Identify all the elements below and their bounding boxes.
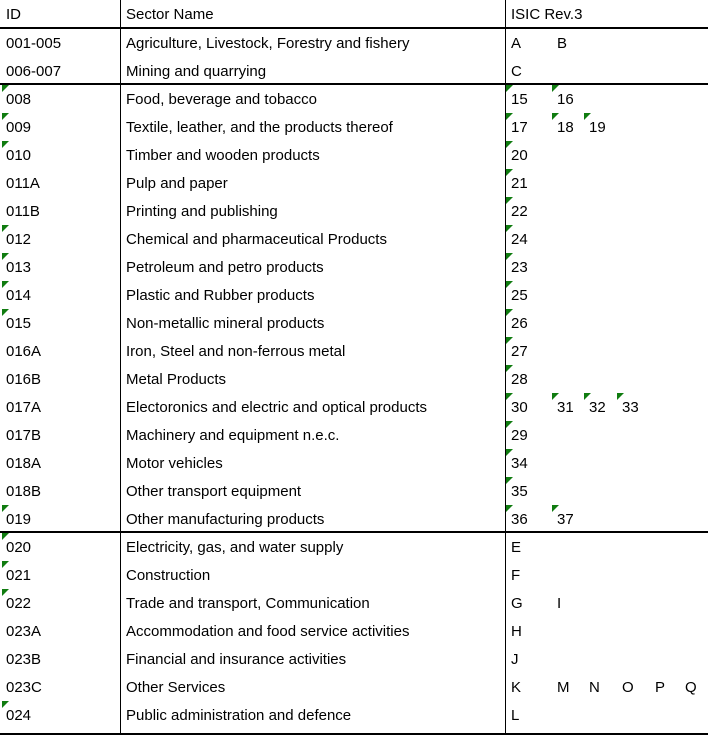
cell-isic-code-label: 27 [511, 342, 528, 360]
cell-isic-code [584, 393, 606, 421]
cell-isic-code [506, 141, 528, 169]
cell-sector-name-label: Electoronics and electric and optical products [126, 398, 427, 416]
cell-sector-name-label: Iron, Steel and non-ferrous metal [126, 342, 346, 360]
cell-sector-name [121, 477, 505, 505]
cell-id-label: 021 [6, 566, 32, 584]
cell-sector-name [121, 393, 505, 421]
table-row-024 [0, 701, 708, 729]
cell-sector-name-label: Non-metallic mineral products [126, 314, 325, 332]
cell-isic-code-label: 35 [511, 482, 528, 500]
cell-isic-code [617, 393, 639, 421]
cell-isic-group [506, 57, 708, 85]
cell-id [2, 141, 120, 169]
cell-sector-name [121, 85, 505, 113]
cell-isic-code-label: 20 [511, 146, 528, 164]
cell-id [2, 561, 120, 589]
cell-sector-name-label: Financial and insurance activities [126, 650, 347, 668]
cell-isic-code-label: 17 [511, 118, 528, 136]
cell-id-label: 017A [6, 398, 42, 416]
cell-isic-code [552, 393, 574, 421]
cell-isic-code [506, 673, 521, 701]
cell-isic-code [506, 29, 521, 57]
cell-id-label: 023B [6, 650, 42, 668]
cell-sector-name-label: Construction [126, 566, 211, 584]
cell-isic-code-label: 31 [557, 398, 574, 416]
cell-isic-group [506, 617, 708, 645]
table-row-012 [0, 225, 708, 253]
cell-id-label: 024 [6, 706, 32, 724]
cell-id [2, 449, 120, 477]
cell-sector-name-label: Chemical and pharmaceutical Products [126, 230, 387, 248]
cell-sector-name [121, 197, 505, 225]
cell-sector-name [121, 337, 505, 365]
cell-isic-code-label: 29 [511, 426, 528, 444]
table-row-014 [0, 281, 708, 309]
cell-sector-name [121, 673, 505, 701]
cell-id-label: 023C [6, 678, 42, 696]
cell-sector-name-label: Trade and transport, Communication [126, 594, 370, 612]
cell-sector-name-label: Plastic and Rubber products [126, 286, 315, 304]
cell-isic-code-label: 18 [557, 118, 574, 136]
table-row-019 [0, 505, 708, 533]
cell-isic-code-label: J [511, 650, 519, 668]
cell-isic-code-label: 32 [589, 398, 606, 416]
cell-sector-name [121, 449, 505, 477]
cell-isic-code-label: 30 [511, 398, 528, 416]
cell-sector-name-label: Printing and publishing [126, 202, 278, 220]
cell-sector-name [121, 253, 505, 281]
table-row-023b [0, 645, 708, 673]
cell-id-label: 022 [6, 594, 32, 612]
cell-isic-code-label: 15 [511, 90, 528, 108]
cell-isic-group [506, 253, 708, 281]
cell-sector-name-label: Petroleum and petro products [126, 258, 324, 276]
table-row-009 [0, 113, 708, 141]
cell-id [2, 225, 120, 253]
cell-isic-code [506, 113, 528, 141]
cell-id [2, 57, 120, 85]
table-row-020 [0, 533, 708, 561]
column-header-sector-name: Sector Name [126, 6, 214, 23]
cell-isic-group [506, 85, 708, 113]
cell-isic-code [506, 533, 521, 561]
table-row-016a [0, 337, 708, 365]
cell-isic-group [506, 365, 708, 393]
cell-id-label: 016A [6, 342, 42, 360]
cell-isic-group [506, 113, 708, 141]
cell-id-label: 018A [6, 454, 42, 472]
cell-isic-code [506, 169, 528, 197]
cell-id [2, 169, 120, 197]
cell-isic-code-label: E [511, 538, 522, 556]
cell-isic-code-label: C [511, 62, 522, 80]
cell-sector-name [121, 225, 505, 253]
cell-id-label: 012 [6, 230, 32, 248]
cell-id [2, 309, 120, 337]
cell-isic-code [552, 505, 574, 533]
cell-id-label: 011B [6, 202, 40, 220]
cell-sector-name-label: Other transport equipment [126, 482, 302, 500]
cell-sector-name [121, 561, 505, 589]
column-header-isic: ISIC Rev.3 [511, 6, 583, 23]
table-row-006-007 [0, 57, 708, 85]
cell-isic-code-label: 21 [511, 174, 528, 192]
cell-isic-group [506, 645, 708, 673]
cell-id [2, 281, 120, 309]
table-row-018a [0, 449, 708, 477]
cell-isic-code [552, 673, 570, 701]
cell-isic-code [506, 365, 528, 393]
cell-isic-code [506, 477, 528, 505]
table-row-017b [0, 421, 708, 449]
cell-sector-name [121, 365, 505, 393]
cell-isic-group [506, 477, 708, 505]
cell-isic-group [506, 169, 708, 197]
cell-isic-code-label: 24 [511, 230, 528, 248]
cell-isic-code-label: F [511, 566, 521, 584]
cell-isic-code [506, 701, 519, 729]
cell-id [2, 673, 120, 701]
cell-sector-name-label: Machinery and equipment n.e.c. [126, 426, 340, 444]
table-row-016b [0, 365, 708, 393]
cell-id [2, 645, 120, 673]
cell-sector-name-label: Pulp and paper [126, 174, 228, 192]
cell-isic-code-label: K [511, 678, 522, 696]
cell-id [2, 589, 120, 617]
cell-isic-code [506, 281, 528, 309]
table-row-021 [0, 561, 708, 589]
cell-id-label: 016B [6, 370, 42, 388]
cell-isic-code [506, 57, 522, 85]
cell-isic-group [506, 561, 708, 589]
cell-isic-code-label: 22 [511, 202, 528, 220]
table-row-015 [0, 309, 708, 337]
cell-isic-code-label: 16 [557, 90, 574, 108]
cell-isic-code [506, 337, 528, 365]
cell-id-label: 014 [6, 286, 32, 304]
cell-isic-code-label: N [589, 678, 600, 696]
cell-id-label: 013 [6, 258, 32, 276]
table-row-001-005 [0, 29, 708, 57]
cell-isic-code-label: G [511, 594, 523, 612]
cell-isic-code [506, 421, 528, 449]
table-row-018b [0, 477, 708, 505]
cell-id [2, 393, 120, 421]
cell-isic-code [506, 225, 528, 253]
cell-sector-name [121, 701, 505, 729]
table-row-011b [0, 197, 708, 225]
column-header-id: ID [6, 6, 21, 23]
cell-id [2, 617, 120, 645]
cell-id [2, 533, 120, 561]
table-row-008 [0, 85, 708, 113]
cell-isic-code-label: L [511, 706, 520, 724]
cell-isic-code-label: B [557, 34, 568, 52]
cell-isic-code [617, 673, 634, 701]
cell-sector-name-label: Electricity, gas, and water supply [126, 538, 344, 556]
cell-isic-code [584, 113, 606, 141]
cell-sector-name [121, 309, 505, 337]
cell-isic-group [506, 673, 708, 701]
cell-sector-name-label: Public administration and defence [126, 706, 352, 724]
cell-sector-name [121, 617, 505, 645]
cell-isic-code-label: P [655, 678, 666, 696]
cell-id-label: 015 [6, 314, 32, 332]
cell-sector-name [121, 281, 505, 309]
cell-isic-code [506, 645, 519, 673]
cell-isic-code [506, 85, 528, 113]
cell-id [2, 421, 120, 449]
cell-id [2, 113, 120, 141]
table-row-017a [0, 393, 708, 421]
cell-isic-group [506, 421, 708, 449]
cell-isic-group [506, 505, 708, 533]
cell-id [2, 85, 120, 113]
cell-id-label: 020 [6, 538, 32, 556]
cell-isic-group [506, 589, 708, 617]
cell-isic-code-label: 33 [622, 398, 639, 416]
cell-id [2, 337, 120, 365]
cell-id-label: 010 [6, 146, 32, 164]
isic-header-group [506, 0, 708, 29]
cell-id [2, 477, 120, 505]
cell-isic-code [506, 449, 528, 477]
cell-sector-name-label: Timber and wooden products [126, 146, 320, 164]
cell-isic-code [506, 617, 522, 645]
cell-isic-code [506, 393, 528, 421]
cell-isic-code-label: O [622, 678, 634, 696]
cell-isic-group [506, 449, 708, 477]
cell-isic-code-label: M [557, 678, 570, 696]
cell-isic-code [584, 673, 600, 701]
cell-id [2, 365, 120, 393]
cell-isic-code [506, 309, 528, 337]
cell-id-label: 006-007 [6, 62, 62, 80]
table-row-023c [0, 673, 708, 701]
cell-isic-code [552, 589, 561, 617]
cell-isic-code [506, 505, 528, 533]
cell-sector-name [121, 421, 505, 449]
cell-sector-name-label: Metal Products [126, 370, 227, 388]
cell-id [2, 197, 120, 225]
table-row-010 [0, 141, 708, 169]
cell-sector-name-label: Other Services [126, 678, 226, 696]
cell-isic-group [506, 141, 708, 169]
cell-sector-name-label: Other manufacturing products [126, 510, 325, 528]
cell-sector-name-label: Agriculture, Livestock, Forestry and fishery [126, 34, 410, 52]
cell-isic-group [506, 701, 708, 729]
cell-sector-name [121, 505, 505, 533]
cell-id-label: 008 [6, 90, 32, 108]
cell-id-label: 009 [6, 118, 32, 136]
cell-sector-name [121, 169, 505, 197]
table-row-013 [0, 253, 708, 281]
cell-isic-code [680, 673, 697, 701]
cell-isic-group [506, 197, 708, 225]
table-row-011a [0, 169, 708, 197]
cell-isic-code-label: Q [685, 678, 697, 696]
cell-id [2, 253, 120, 281]
cell-sector-name [121, 113, 505, 141]
cell-id-label: 019 [6, 510, 32, 528]
cell-isic-code-label: 26 [511, 314, 528, 332]
cell-id-label: 011A [6, 174, 40, 192]
table-row-023a [0, 617, 708, 645]
table-header-row [0, 0, 708, 29]
cell-id [2, 505, 120, 533]
cell-sector-name-label: Textile, leather, and the products thereof [126, 118, 393, 136]
cell-sector-name [121, 645, 505, 673]
cell-isic-code-label: 28 [511, 370, 528, 388]
cell-isic-code-label: 34 [511, 454, 528, 472]
cell-sector-name-label: Food, beverage and tobacco [126, 90, 317, 108]
cell-id-label: 017B [6, 426, 42, 444]
cell-id-label: 001-005 [6, 34, 62, 52]
cell-isic-code-label: 36 [511, 510, 528, 528]
cell-sector-name [121, 57, 505, 85]
cell-isic-code-label: 25 [511, 286, 528, 304]
cell-isic-code [506, 253, 528, 281]
cell-sector-name [121, 589, 505, 617]
cell-isic-group [506, 393, 708, 421]
cell-sector-name [121, 533, 505, 561]
cell-id-label: 023A [6, 622, 42, 640]
cell-isic-code [552, 113, 574, 141]
cell-isic-code [650, 673, 665, 701]
cell-isic-code [552, 29, 567, 57]
cell-sector-name-label: Mining and quarrying [126, 62, 267, 80]
cell-isic-code-label: 19 [589, 118, 606, 136]
cell-id [2, 701, 120, 729]
table-row-022 [0, 589, 708, 617]
cell-id-label: 018B [6, 482, 42, 500]
cell-isic-code-label: I [557, 594, 562, 612]
cell-isic-code-label: H [511, 622, 522, 640]
cell-isic-group [506, 533, 708, 561]
cell-isic-group [506, 281, 708, 309]
cell-sector-name-label: Accommodation and food service activities [126, 622, 410, 640]
cell-isic-code-label: 37 [557, 510, 574, 528]
cell-isic-code [506, 561, 520, 589]
cell-isic-code [506, 589, 523, 617]
cell-isic-code-label: A [511, 34, 522, 52]
cell-isic-code [506, 197, 528, 225]
cell-sector-name-label: Motor vehicles [126, 454, 223, 472]
cell-isic-group [506, 309, 708, 337]
cell-id [2, 29, 120, 57]
cell-isic-code [552, 85, 574, 113]
cell-isic-code-label: 23 [511, 258, 528, 276]
cell-isic-group [506, 225, 708, 253]
cell-sector-name [121, 141, 505, 169]
cell-isic-group [506, 29, 708, 57]
cell-isic-group [506, 337, 708, 365]
cell-sector-name [121, 29, 505, 57]
